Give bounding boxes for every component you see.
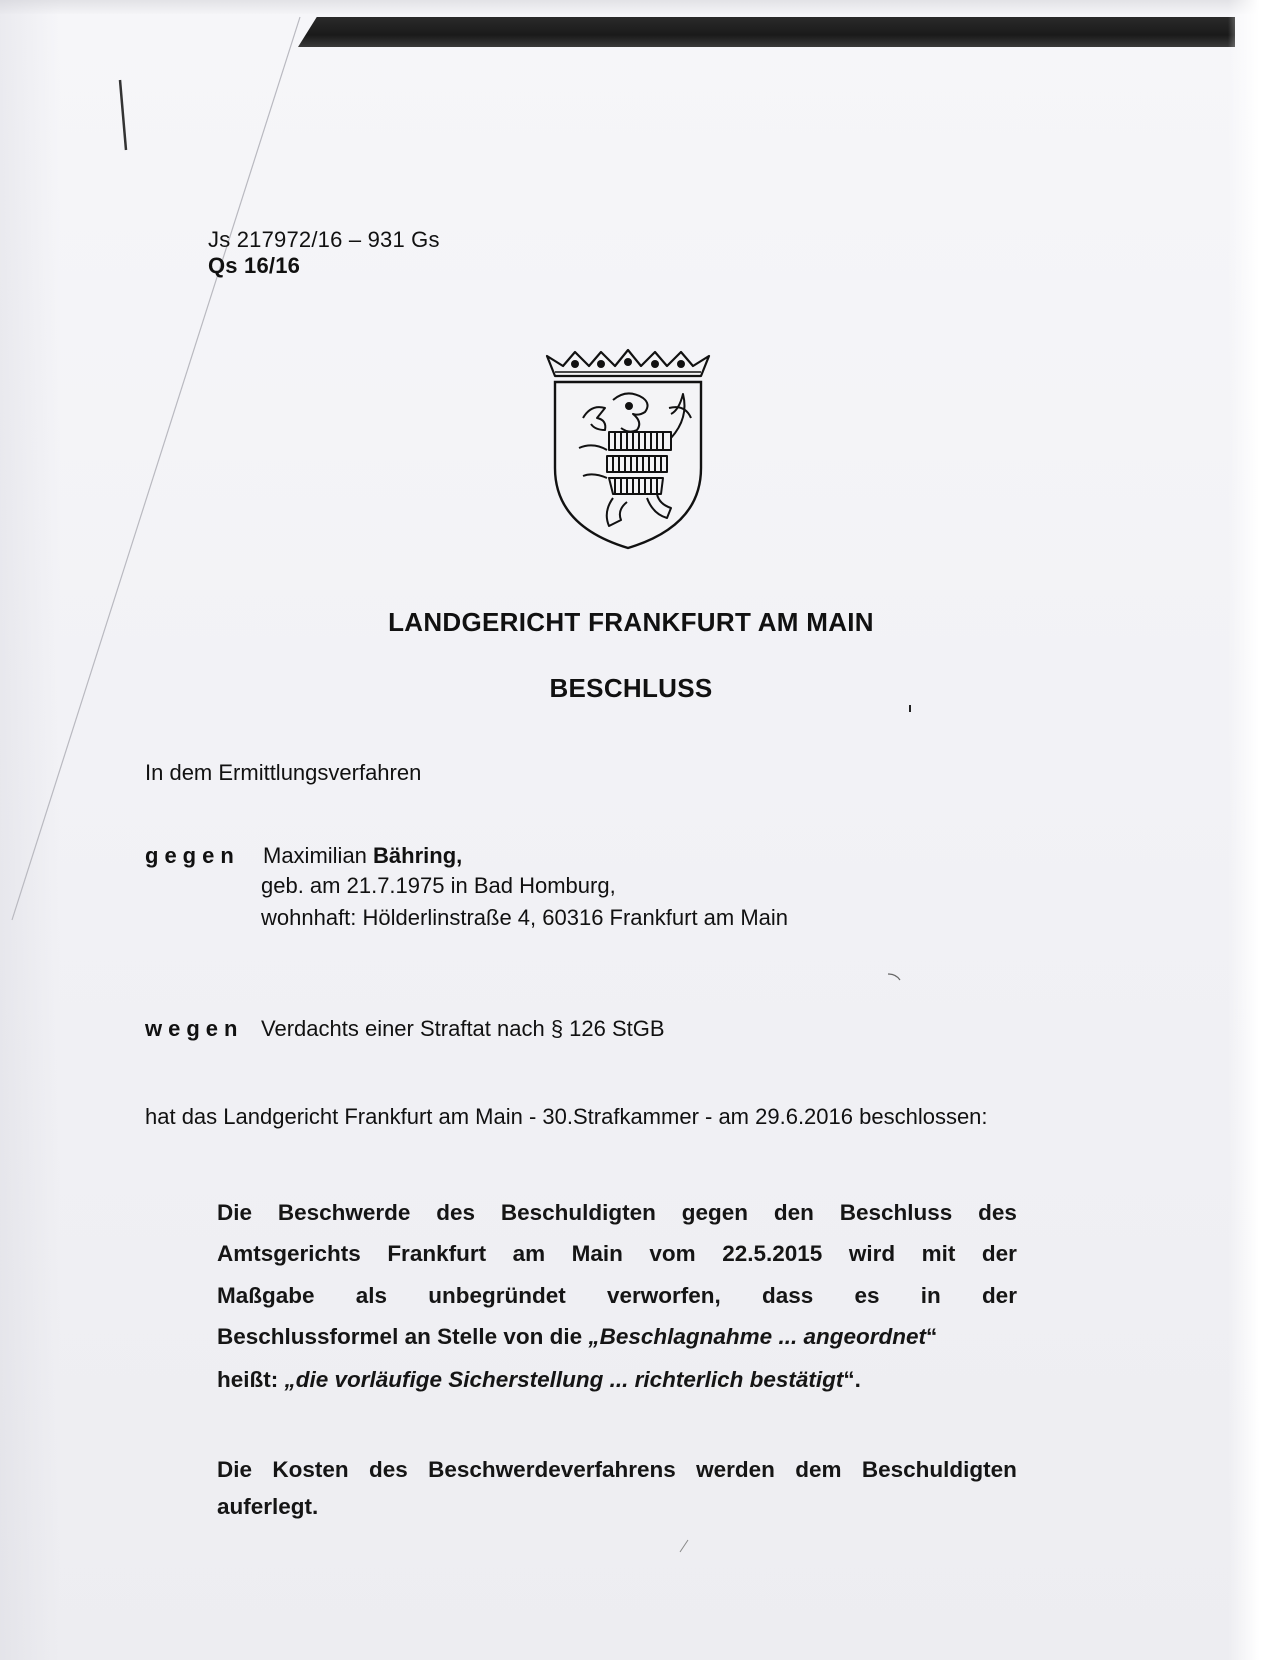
proceeding-intro: In dem Ermittlungsverfahren	[145, 760, 422, 785]
ruling-word: mit	[921, 1241, 956, 1266]
ruling-word: den	[773, 1200, 814, 1225]
ruling-word: Frankfurt	[387, 1241, 487, 1266]
ruling-word: 22.5.2015	[722, 1241, 823, 1266]
ruling-line-3	[217, 1283, 1017, 1309]
against-label	[145, 843, 240, 869]
ruling-word: Die	[217, 1200, 253, 1225]
costs-word: Die	[217, 1457, 253, 1482]
ruling-line-1	[217, 1200, 1017, 1226]
ruling-quote: „Beschlagnahme ... angeordnet	[588, 1324, 926, 1349]
ruling-word: Maßgabe	[217, 1283, 315, 1308]
ruling-word: am	[512, 1241, 546, 1266]
ruling-word: als	[355, 1283, 388, 1308]
defendant-address: wohnhaft: Hölderlinstraße 4, 60316 Frankfurt am Main	[261, 905, 789, 930]
costs-word: des	[369, 1457, 408, 1482]
ruling-word: Beschwerde	[277, 1200, 411, 1225]
ruling-word: verworfen,	[606, 1283, 721, 1308]
ruling-line-2	[217, 1241, 1017, 1267]
costs-word: Beschwerdeverfahrens	[428, 1457, 676, 1482]
ruling-text: “	[925, 1324, 938, 1349]
because-label	[145, 1016, 243, 1042]
case-reference-qs: Qs 16/16	[208, 253, 301, 278]
ruling-word: der	[981, 1241, 1017, 1266]
costs-word: dem	[795, 1457, 842, 1482]
defendant-birth: geb. am 21.7.1975 in Bad Homburg,	[261, 873, 616, 898]
decision-statement: hat das Landgericht Frankfurt am Main - 30.Strafkammer - am 29.6.2016 beschlossen:	[145, 1104, 988, 1129]
ruling-word: der	[981, 1283, 1017, 1308]
ruling-word: des	[436, 1200, 476, 1225]
case-reference: Js 217972/16 – 931 Gs	[208, 227, 440, 252]
costs-word: Beschuldigten	[861, 1457, 1017, 1482]
costs-word: Kosten	[272, 1457, 349, 1482]
ruling-word: unbegründet	[428, 1283, 566, 1308]
ruling-word: es	[854, 1283, 880, 1308]
charge-text: Verdachts einer Straftat nach § 126 StGB	[261, 1016, 665, 1041]
costs-line-2: auferlegt.	[217, 1494, 319, 1519]
ruling-word: Main	[571, 1241, 623, 1266]
ruling-text: heißt:	[217, 1367, 285, 1392]
against-label-text: gegen	[145, 843, 240, 868]
hessen-coat-of-arms-icon	[543, 348, 713, 552]
costs-line-1	[217, 1457, 1017, 1483]
ruling-word: wird	[848, 1241, 896, 1266]
defendant-last-name: Bähring,	[373, 843, 463, 868]
defendant-name	[263, 843, 462, 869]
costs-word: werden	[696, 1457, 775, 1482]
ruling-quote: „die vorläufige Sicherstellung ... richterlich bestätigt	[284, 1367, 844, 1392]
ruling-word: vom	[649, 1241, 696, 1266]
decision-title: BESCHLUSS	[549, 673, 713, 703]
ruling-text: “.	[843, 1367, 861, 1392]
because-label-text: wegen	[145, 1016, 244, 1041]
ruling-line-5	[217, 1367, 1017, 1393]
ruling-word: gegen	[681, 1200, 749, 1225]
ruling-word: Beschluss	[839, 1200, 953, 1225]
defendant-first-name: Maximilian	[263, 843, 367, 868]
ruling-word: Beschuldigten	[500, 1200, 656, 1225]
ruling-word: in	[920, 1283, 941, 1308]
ruling-text: Beschlussformel an Stelle von die	[217, 1324, 589, 1349]
ruling-word: Amtsgerichts	[217, 1241, 361, 1266]
court-title: LANDGERICHT FRANKFURT AM MAIN	[388, 607, 874, 637]
ruling-word: des	[978, 1200, 1017, 1225]
ruling-line-4	[217, 1324, 1017, 1350]
ruling-word: dass	[761, 1283, 814, 1308]
